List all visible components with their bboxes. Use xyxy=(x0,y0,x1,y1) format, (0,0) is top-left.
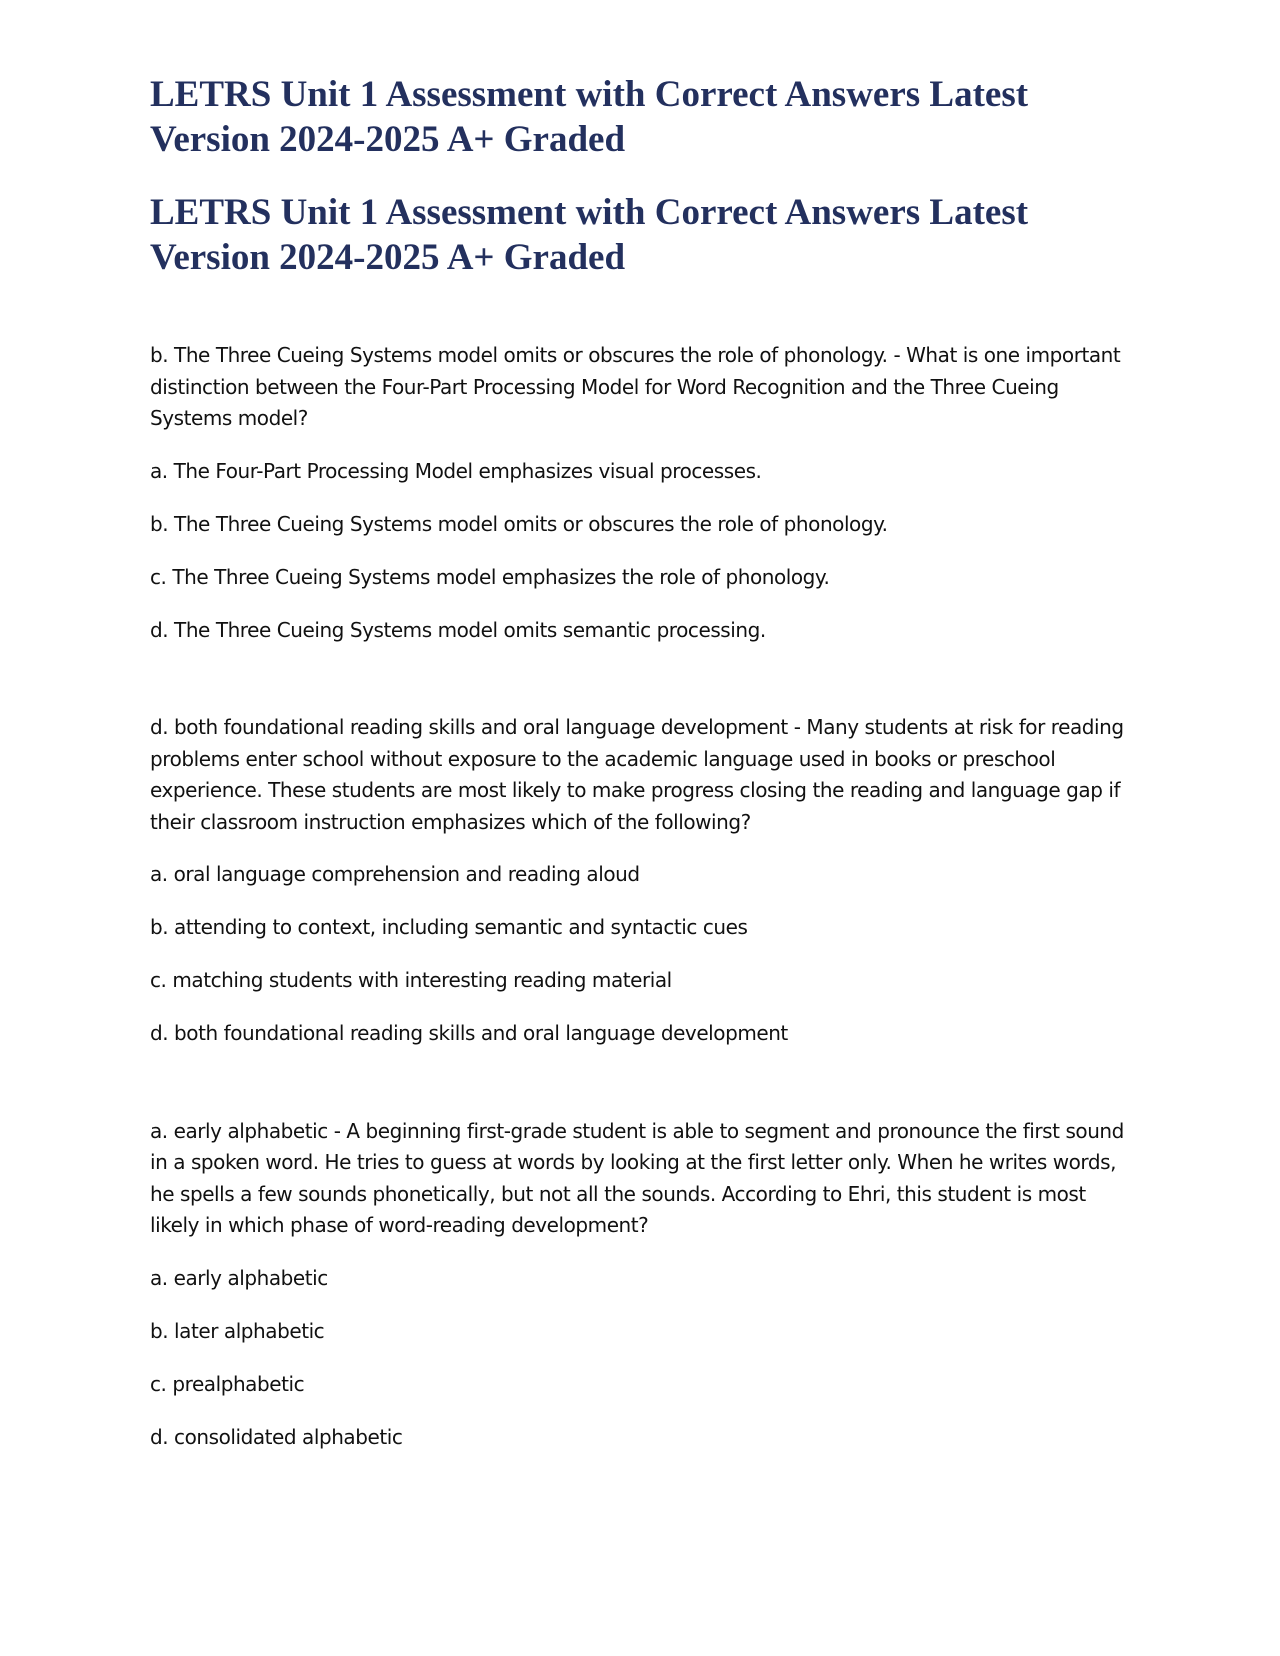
answer-option-b: b. The Three Cueing Systems model omits or obscures the role of phonology. xyxy=(150,511,888,536)
answer-option-a: a. early alphabetic xyxy=(150,1265,328,1290)
question-block-1 xyxy=(150,340,1130,646)
question-text: a. early alphabetic - A beginning first-grade student is able to segment and pronounce the first sound in a spoken word. He tries to guess at words by looking at the first letter only. When he writes words, he spells a few sounds phonetically, but not all the sounds. According to Ehri, this student is most likely in which phase of word-reading development? xyxy=(150,1118,1124,1237)
question-block-3 xyxy=(150,1116,1130,1454)
answer-option-a: a. oral language comprehension and reading aloud xyxy=(150,862,640,886)
answer-option-d: d. The Three Cueing Systems model omits semantic processing. xyxy=(150,617,766,642)
answer-option-d: d. both foundational reading skills and oral language development xyxy=(150,1021,788,1045)
answer-option-a: a. The Four-Part Processing Model emphasizes visual processes. xyxy=(150,458,762,483)
answer-option-b: b. attending to context, including semantic and syntactic cues xyxy=(150,915,748,939)
document-page xyxy=(150,72,1130,1475)
answer-option-c: c. The Three Cueing Systems model emphasizes the role of phonology. xyxy=(150,564,830,589)
question-text: d. both foundational reading skills and oral language development - Many students at risk for reading problems enter school without exposure to the academic language used in books or preschool experience. These students are most likely to make progress closing the reading and language gap if their classroom instruction emphasizes which of the following? xyxy=(150,715,1124,834)
answer-option-b: b. later alphabetic xyxy=(150,1318,325,1343)
question-block-2 xyxy=(150,712,1130,1050)
answer-option-d: d. consolidated alphabetic xyxy=(150,1424,403,1449)
document-title-repeat: LETRS Unit 1 Assessment with Correct Answers Latest Version 2024-2025 A+ Graded xyxy=(150,192,1029,278)
answer-option-c: c. prealphabetic xyxy=(150,1371,305,1396)
question-text: b. The Three Cueing Systems model omits or obscures the role of phonology. - What is one important distinction between the Four-Part Processing Model for Word Recognition and the Three Cueing Systems model? xyxy=(150,343,1121,430)
answer-option-c: c. matching students with interesting reading material xyxy=(150,968,672,992)
document-title: LETRS Unit 1 Assessment with Correct Answers Latest Version 2024-2025 A+ Graded xyxy=(150,74,1029,160)
